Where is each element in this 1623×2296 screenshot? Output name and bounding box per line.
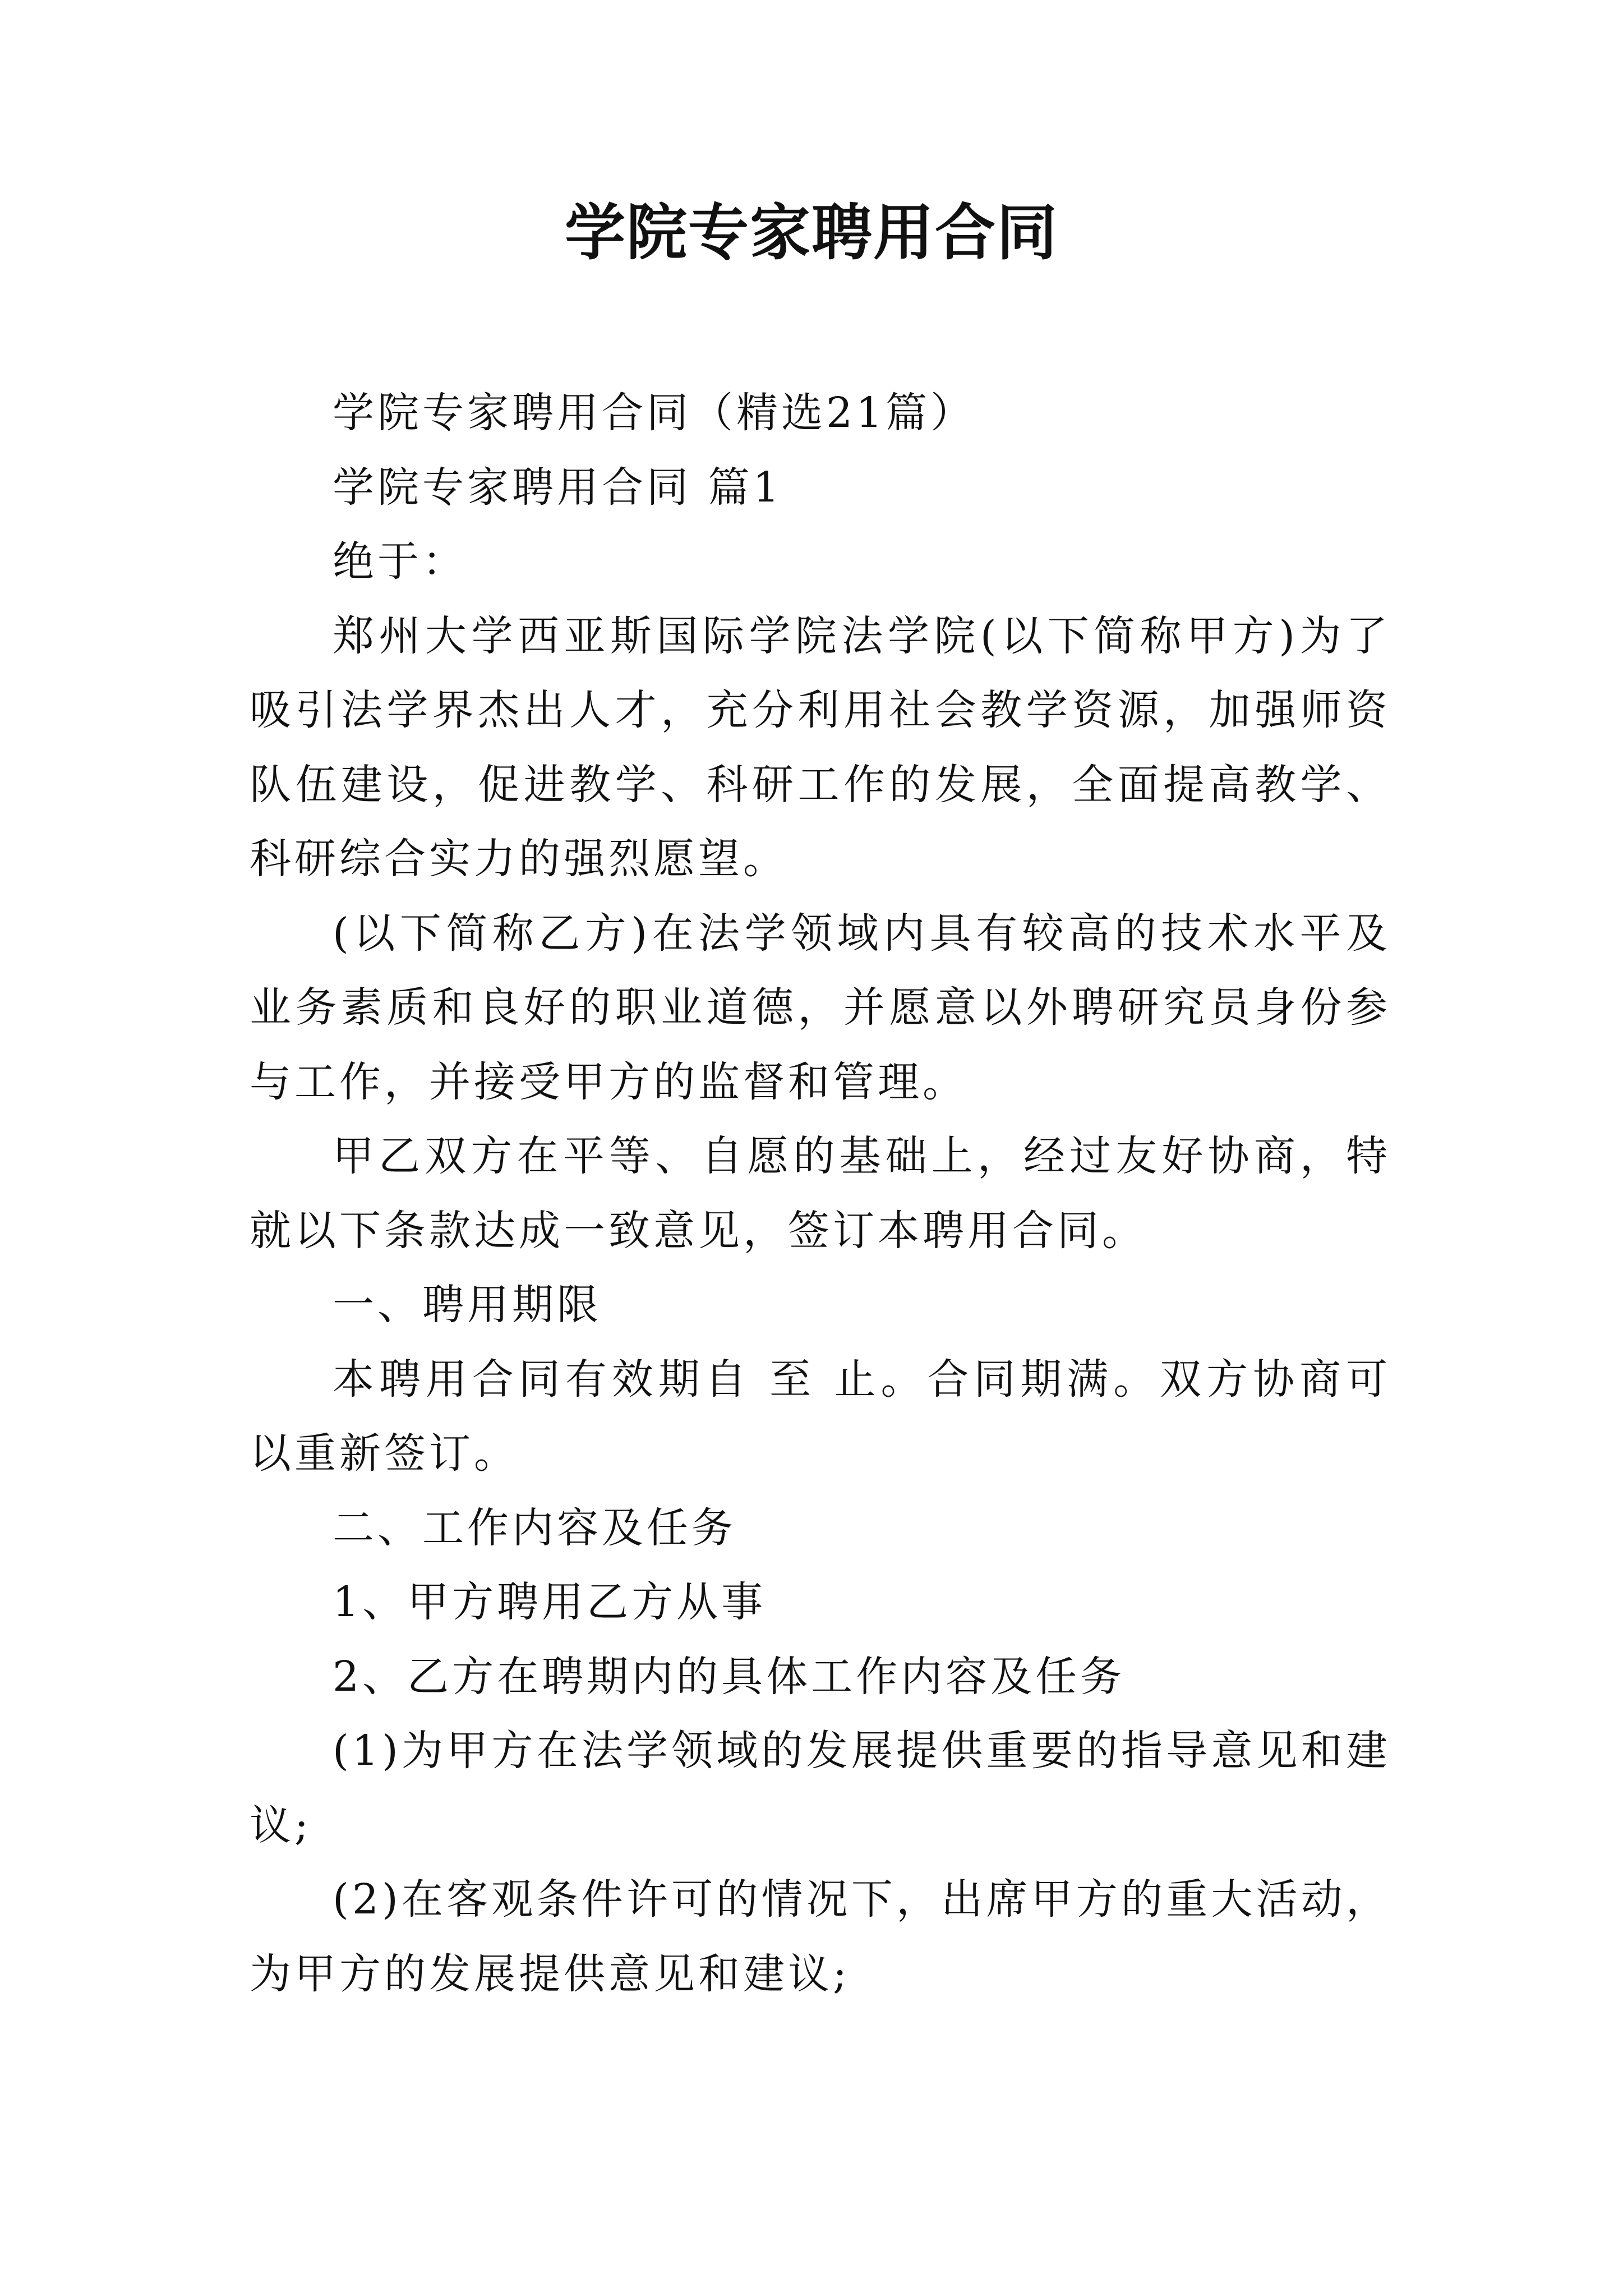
document-title: 学院专家聘用合同: [564, 197, 1058, 268]
clause-heading: 一、聘用期限: [333, 1281, 602, 1329]
list-item: 1、甲方聘用乙方从事: [333, 1578, 767, 1626]
paragraph: (以下简称乙方)在法学领域内具有较高的技术水平及业务素质和良好的职业道德，并愿意以外聘研究员身份参与工作，并接受甲方的监督和管理。: [250, 909, 1391, 1106]
paragraph: 甲乙双方在平等、自愿的基础上，经过友好协商，特就以下条款达成一致意见，签订本聘用合同。: [250, 1132, 1391, 1255]
paragraph: 郑州大学西亚斯国际学院法学院(以下简称甲方)为了吸引法学界杰出人才，充分利用社会教学资源，加强师资队伍建设，促进教学、科研工作的发展，全面提高教学、科研综合实力的强烈愿望。: [250, 611, 1391, 883]
paragraph: 绝于：: [333, 537, 467, 586]
paragraph: 本聘用合同有效期自 至 止。合同期满。双方协商可以重新签订。: [250, 1355, 1391, 1478]
document-body: [250, 376, 1391, 2011]
list-item: (2)在客观条件许可的情况下，出席甲方的重大活动，为甲方的发展提供意见和建议;: [250, 1875, 1391, 1998]
list-item: 2、乙方在聘期内的具体工作内容及任务: [333, 1652, 1126, 1701]
paragraph-section-heading: 学院专家聘用合同 篇1: [333, 463, 783, 512]
list-item: (1)为甲方在法学领域的发展提供重要的指导意见和建议;: [250, 1727, 1391, 1849]
clause-heading: 二、工作内容及任务: [333, 1503, 736, 1552]
paragraph-subtitle: 学院专家聘用合同（精选21篇）: [333, 389, 976, 437]
